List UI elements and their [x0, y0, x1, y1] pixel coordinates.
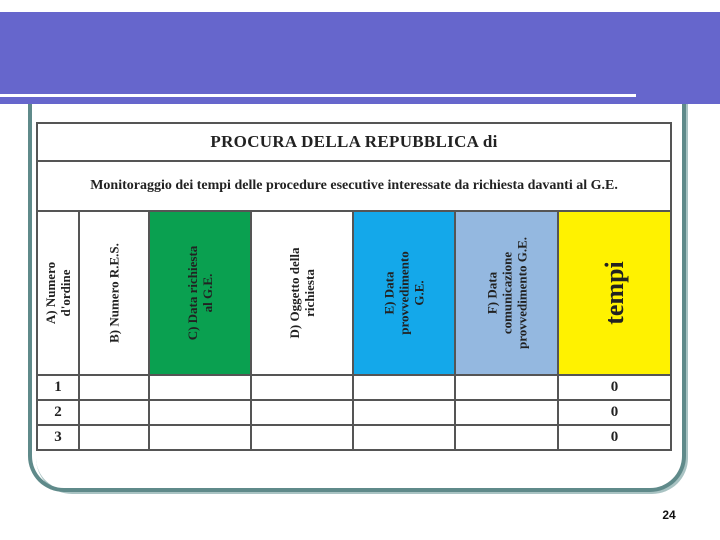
row-number: 1	[37, 375, 79, 400]
header-line: F) Data	[484, 271, 499, 315]
header-banner	[0, 12, 720, 104]
header-col-d	[251, 211, 353, 375]
header-line: G.E.	[411, 280, 427, 306]
table-row	[37, 425, 671, 450]
header-col-a	[37, 211, 79, 375]
header-col-b	[79, 211, 149, 375]
form-subtitle: Monitoraggio dei tempi delle procedure esecutive interessate da richiesta davanti al G.E.	[37, 161, 671, 211]
header-col-f-label	[484, 237, 529, 349]
header-col-e-label	[382, 251, 427, 335]
table-row	[37, 375, 671, 400]
cell	[251, 400, 353, 425]
cell	[353, 375, 455, 400]
banner-divider	[0, 94, 636, 97]
header-col-tempi	[558, 211, 671, 375]
header-line: D) Oggetto della	[287, 247, 302, 339]
row-number: 2	[37, 400, 79, 425]
cell	[79, 425, 149, 450]
tempi-value: 0	[558, 425, 671, 450]
header-col-b-label	[107, 243, 122, 343]
header-line: tempi	[599, 261, 629, 325]
row-number: 3	[37, 425, 79, 450]
cell	[455, 375, 558, 400]
header-line: provvedimento G.E.	[514, 236, 529, 350]
header-line: A) Numero	[43, 261, 58, 325]
tempi-value: 0	[558, 400, 671, 425]
scanned-form	[36, 122, 670, 456]
form-title: PROCURA DELLA REPUBBLICA di	[37, 123, 671, 161]
cell	[149, 425, 251, 450]
monitoring-table	[36, 122, 672, 451]
cell	[455, 400, 558, 425]
cell	[251, 425, 353, 450]
header-col-c	[149, 211, 251, 375]
cell	[251, 375, 353, 400]
cell	[79, 375, 149, 400]
header-line: richiesta	[302, 269, 317, 317]
header-col-a-label	[43, 262, 73, 324]
header-line: al G.E.	[200, 273, 215, 313]
header-line: C) Data richiesta	[185, 245, 200, 341]
header-line: provvedimento	[396, 251, 412, 335]
header-col-f	[455, 211, 558, 375]
tempi-value: 0	[558, 375, 671, 400]
cell	[149, 375, 251, 400]
header-col-e	[353, 211, 455, 375]
cell	[79, 400, 149, 425]
header-col-c-label	[185, 246, 215, 341]
header-col-tempi-label	[601, 261, 629, 325]
cell	[353, 400, 455, 425]
header-line: E) Data	[381, 271, 397, 315]
cell	[149, 400, 251, 425]
table-row	[37, 400, 671, 425]
header-col-d-label	[287, 248, 317, 339]
page-number: 24	[662, 508, 676, 522]
cell	[353, 425, 455, 450]
header-line: comunicazione	[499, 251, 514, 335]
header-line: d'ordine	[58, 269, 73, 317]
header-line: B) Numero R.E.S.	[106, 243, 122, 343]
cell	[455, 425, 558, 450]
